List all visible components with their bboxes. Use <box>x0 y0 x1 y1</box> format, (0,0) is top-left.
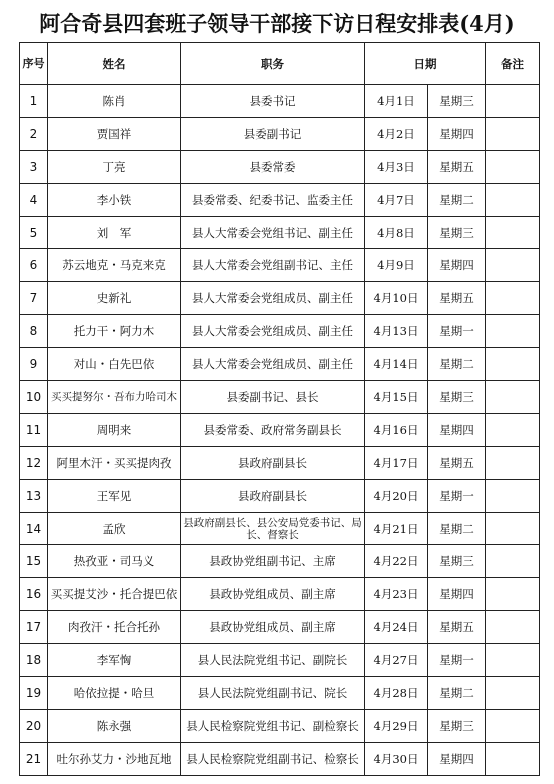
row-number: 5 <box>20 216 48 249</box>
row-position: 县委常委 <box>181 150 365 183</box>
row-remark <box>486 709 540 742</box>
table-row <box>20 381 540 414</box>
row-date: 4月1日 <box>365 85 428 118</box>
row-position: 县人大常委会党组成员、副主任 <box>181 282 365 315</box>
row-date: 4月7日 <box>365 183 428 216</box>
row-position: 县人民法院党组副书记、院长 <box>181 677 365 710</box>
row-name: 刘 军 <box>48 216 181 249</box>
header-position: 职务 <box>181 43 365 85</box>
row-number: 15 <box>20 545 48 578</box>
row-remark <box>486 446 540 479</box>
row-weekday: 星期二 <box>428 348 486 381</box>
table-row <box>20 611 540 644</box>
row-position: 县人民法院党组书记、副院长 <box>181 644 365 677</box>
table-row <box>20 315 540 348</box>
row-name: 孟欣 <box>48 512 181 545</box>
row-remark <box>486 479 540 512</box>
row-date: 4月29日 <box>365 709 428 742</box>
row-position: 县人民检察院党组书记、副检察长 <box>181 709 365 742</box>
row-name: 肉孜汗・托合托孙 <box>48 611 181 644</box>
row-position: 县政府副县长、县公安局党委书记、局长、督察长 <box>181 512 365 545</box>
row-number: 6 <box>20 249 48 282</box>
row-number: 17 <box>20 611 48 644</box>
table-body <box>20 85 540 776</box>
table-row <box>20 216 540 249</box>
row-number: 1 <box>20 85 48 118</box>
table-row <box>20 742 540 775</box>
row-remark <box>486 644 540 677</box>
row-number: 11 <box>20 413 48 446</box>
row-date: 4月22日 <box>365 545 428 578</box>
row-date: 4月13日 <box>365 315 428 348</box>
row-date: 4月28日 <box>365 677 428 710</box>
row-position: 县政协党组成员、副主席 <box>181 611 365 644</box>
table-row <box>20 446 540 479</box>
row-name: 史新礼 <box>48 282 181 315</box>
row-name: 王军见 <box>48 479 181 512</box>
row-number: 7 <box>20 282 48 315</box>
row-weekday: 星期四 <box>428 249 486 282</box>
table-row <box>20 644 540 677</box>
header-seq: 序号 <box>20 43 48 85</box>
row-weekday: 星期五 <box>428 282 486 315</box>
row-weekday: 星期三 <box>428 216 486 249</box>
table-row <box>20 677 540 710</box>
row-date: 4月9日 <box>365 249 428 282</box>
table-row <box>20 117 540 150</box>
row-position: 县委常委、政府常务副县长 <box>181 413 365 446</box>
row-weekday: 星期三 <box>428 709 486 742</box>
table-row <box>20 545 540 578</box>
row-weekday: 星期四 <box>428 413 486 446</box>
row-date: 4月2日 <box>365 117 428 150</box>
row-weekday: 星期四 <box>428 117 486 150</box>
row-name: 苏云地克・马克来克 <box>48 249 181 282</box>
row-weekday: 星期四 <box>428 578 486 611</box>
row-remark <box>486 545 540 578</box>
row-position: 县政府副县长 <box>181 446 365 479</box>
row-remark <box>486 150 540 183</box>
row-remark <box>486 611 540 644</box>
row-number: 14 <box>20 512 48 545</box>
row-number: 16 <box>20 578 48 611</box>
row-date: 4月23日 <box>365 578 428 611</box>
row-position: 县委副书记 <box>181 117 365 150</box>
row-date: 4月3日 <box>365 150 428 183</box>
row-weekday: 星期二 <box>428 512 486 545</box>
table-row <box>20 413 540 446</box>
page-title: 阿合奇县四套班子领导干部接下访日程安排表(4月) <box>39 11 515 36</box>
row-weekday: 星期五 <box>428 611 486 644</box>
row-name: 李军恟 <box>48 644 181 677</box>
row-number: 12 <box>20 446 48 479</box>
row-number: 8 <box>20 315 48 348</box>
schedule-table <box>19 42 540 776</box>
row-weekday: 星期三 <box>428 85 486 118</box>
row-remark <box>486 742 540 775</box>
row-number: 2 <box>20 117 48 150</box>
row-number: 9 <box>20 348 48 381</box>
row-name: 买买提艾沙・托合提巴依 <box>48 578 181 611</box>
row-remark <box>486 578 540 611</box>
table-row <box>20 578 540 611</box>
row-number: 21 <box>20 742 48 775</box>
row-date: 4月20日 <box>365 479 428 512</box>
row-position: 县政协党组副书记、主席 <box>181 545 365 578</box>
header-row <box>20 43 540 85</box>
row-date: 4月8日 <box>365 216 428 249</box>
row-weekday: 星期五 <box>428 446 486 479</box>
row-weekday: 星期五 <box>428 150 486 183</box>
row-name: 托力干・阿力木 <box>48 315 181 348</box>
table-row <box>20 709 540 742</box>
header-remark: 备注 <box>486 43 540 85</box>
row-position: 县人大常委会党组副书记、主任 <box>181 249 365 282</box>
row-position: 县委书记 <box>181 85 365 118</box>
row-date: 4月17日 <box>365 446 428 479</box>
row-weekday: 星期三 <box>428 545 486 578</box>
row-date: 4月15日 <box>365 381 428 414</box>
row-number: 3 <box>20 150 48 183</box>
header-date: 日期 <box>365 43 486 85</box>
row-number: 19 <box>20 677 48 710</box>
row-position: 县政协党组成员、副主席 <box>181 578 365 611</box>
row-remark <box>486 512 540 545</box>
row-name: 吐尔孙艾力・沙地瓦地 <box>48 742 181 775</box>
row-date: 4月14日 <box>365 348 428 381</box>
row-position: 县人大常委会党组书记、副主任 <box>181 216 365 249</box>
row-weekday: 星期一 <box>428 644 486 677</box>
row-name: 热孜亚・司马义 <box>48 545 181 578</box>
row-position: 县人民检察院党组副书记、检察长 <box>181 742 365 775</box>
row-name: 买买提努尔・吾布力哈司木 <box>48 381 181 414</box>
row-name: 贾国祥 <box>48 117 181 150</box>
row-position: 县委副书记、县长 <box>181 381 365 414</box>
row-number: 4 <box>20 183 48 216</box>
row-weekday: 星期一 <box>428 315 486 348</box>
row-remark <box>486 381 540 414</box>
table-row <box>20 85 540 118</box>
row-weekday: 星期三 <box>428 381 486 414</box>
row-name: 李小铁 <box>48 183 181 216</box>
row-date: 4月30日 <box>365 742 428 775</box>
table-row <box>20 512 540 545</box>
row-name: 丁亮 <box>48 150 181 183</box>
row-name: 陈肖 <box>48 85 181 118</box>
row-remark <box>486 315 540 348</box>
row-remark <box>486 85 540 118</box>
table-row <box>20 150 540 183</box>
row-weekday: 星期四 <box>428 742 486 775</box>
row-weekday: 星期一 <box>428 479 486 512</box>
row-date: 4月10日 <box>365 282 428 315</box>
row-remark <box>486 413 540 446</box>
row-name: 对山・白先巴依 <box>48 348 181 381</box>
table-row <box>20 249 540 282</box>
row-weekday: 星期二 <box>428 183 486 216</box>
row-name: 陈永强 <box>48 709 181 742</box>
row-date: 4月16日 <box>365 413 428 446</box>
table-row <box>20 282 540 315</box>
row-remark <box>486 348 540 381</box>
row-remark <box>486 677 540 710</box>
row-position: 县政府副县长 <box>181 479 365 512</box>
row-name: 周明来 <box>48 413 181 446</box>
row-position: 县人大常委会党组成员、副主任 <box>181 315 365 348</box>
row-remark <box>486 249 540 282</box>
table-row <box>20 479 540 512</box>
row-number: 13 <box>20 479 48 512</box>
row-remark <box>486 183 540 216</box>
row-remark <box>486 282 540 315</box>
row-remark <box>486 117 540 150</box>
row-date: 4月21日 <box>365 512 428 545</box>
table-row <box>20 183 540 216</box>
row-position: 县人大常委会党组成员、副主任 <box>181 348 365 381</box>
row-date: 4月27日 <box>365 644 428 677</box>
row-position: 县委常委、纪委书记、监委主任 <box>181 183 365 216</box>
row-name: 阿里木汗・买买提肉孜 <box>48 446 181 479</box>
row-date: 4月24日 <box>365 611 428 644</box>
table-row <box>20 348 540 381</box>
row-number: 18 <box>20 644 48 677</box>
header-name: 姓名 <box>48 43 181 85</box>
row-remark <box>486 216 540 249</box>
row-weekday: 星期二 <box>428 677 486 710</box>
row-name: 哈依拉提・哈旦 <box>48 677 181 710</box>
row-number: 10 <box>20 381 48 414</box>
row-number: 20 <box>20 709 48 742</box>
